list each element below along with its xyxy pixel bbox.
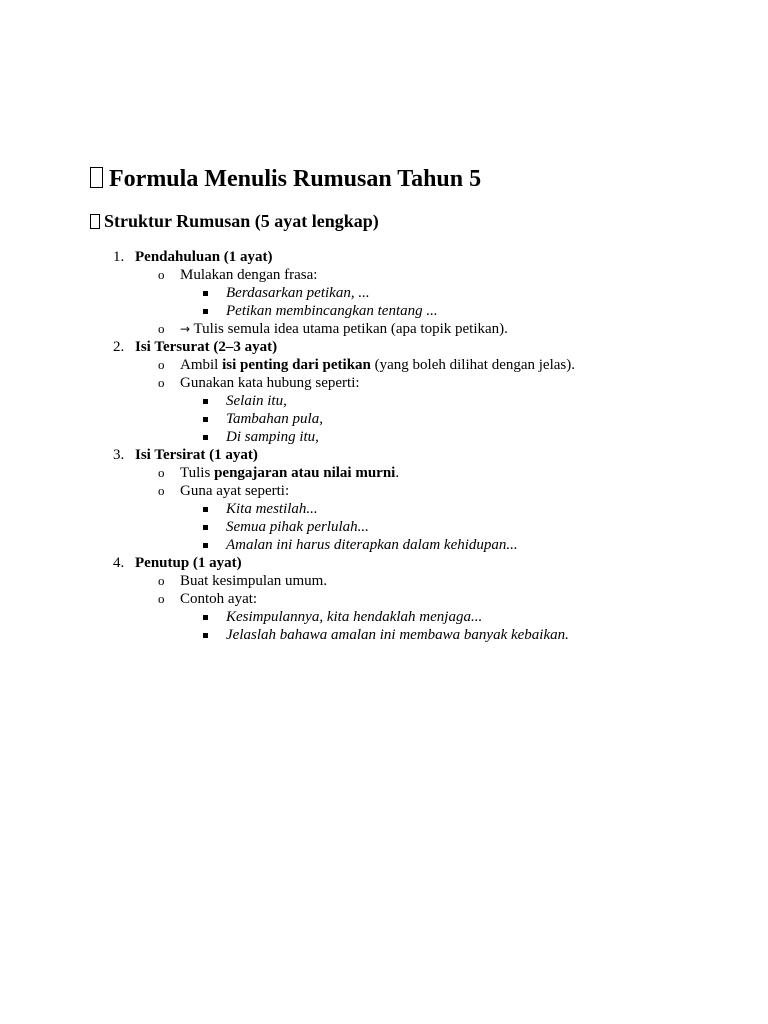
- square-bullet-icon: [203, 435, 208, 440]
- list-item: [0, 356, 768, 374]
- list-item-text: Guna ayat seperti:: [180, 483, 290, 499]
- arrow-right-icon: →: [180, 322, 191, 336]
- list-item-heading: Isi Tersirat (1 ayat): [135, 447, 258, 463]
- square-bullet-icon: [203, 633, 208, 638]
- circle-bullet: o: [158, 375, 165, 390]
- list-number: 2.: [113, 339, 125, 355]
- circle-bullet: o: [158, 267, 165, 282]
- list-number: 3.: [113, 447, 125, 463]
- list-item: [0, 374, 768, 392]
- example-phrase: Semua pihak perlulah...: [226, 519, 369, 535]
- missing-glyph-icon: [90, 167, 103, 188]
- circle-bullet: o: [158, 321, 165, 336]
- list-item-heading: Penutup (1 ayat): [135, 555, 242, 571]
- list-item-isi-tersurat: [0, 338, 768, 356]
- list-item-text: Mulakan dengan frasa:: [180, 267, 318, 283]
- list-item: [0, 572, 768, 590]
- list-item: [0, 590, 768, 608]
- list-item: [0, 482, 768, 500]
- list-number: 4.: [113, 555, 125, 571]
- square-bullet-icon: [203, 309, 208, 314]
- list-item-heading: Isi Tersurat (2–3 ayat): [135, 339, 278, 355]
- example-phrase: Kesimpulannya, kita hendaklah menjaga...: [226, 609, 483, 625]
- example-phrase: Petikan membincangkan tentang ...: [226, 303, 438, 319]
- square-bullet-icon: [203, 507, 208, 512]
- circle-bullet: o: [158, 573, 165, 588]
- list-item: [0, 284, 768, 302]
- list-item: [0, 464, 768, 482]
- example-phrase: Jelaslah bahawa amalan ini membawa banyak kebaikan.: [226, 627, 569, 643]
- list-item: [0, 392, 768, 410]
- example-phrase: Berdasarkan petikan, ...: [226, 285, 370, 301]
- section-heading: [90, 209, 379, 233]
- section-heading-text: Struktur Rumusan (5 ayat lengkap): [104, 211, 379, 231]
- circle-bullet: o: [158, 357, 165, 372]
- list-item-text: Buat kesimpulan umum.: [180, 573, 328, 589]
- square-bullet-icon: [203, 399, 208, 404]
- list-item-pendahuluan: [0, 248, 768, 266]
- list-item-text: → Tulis semula idea utama petikan (apa topik petikan).: [180, 321, 508, 337]
- circle-bullet: o: [158, 465, 165, 480]
- list-item-text: Gunakan kata hubung seperti:: [180, 375, 360, 391]
- document-title: [90, 164, 481, 194]
- circle-bullet: o: [158, 591, 165, 606]
- list-item-text: Tulis pengajaran atau nilai murni.: [180, 465, 400, 481]
- square-bullet-icon: [203, 291, 208, 296]
- list-item-text: Ambil isi penting dari petikan (yang boleh dilihat dengan jelas).: [180, 357, 575, 373]
- list-item: [0, 536, 768, 554]
- list-item: [0, 518, 768, 536]
- list-item: [0, 302, 768, 320]
- list-item-text: Contoh ayat:: [180, 591, 258, 607]
- structure-list: [0, 248, 768, 644]
- list-item-penutup: [0, 554, 768, 572]
- list-item: [0, 500, 768, 518]
- list-item: [0, 626, 768, 644]
- square-bullet-icon: [203, 525, 208, 530]
- list-item: [0, 428, 768, 446]
- list-item-isi-tersirat: [0, 446, 768, 464]
- list-item: [0, 320, 768, 338]
- list-item: [0, 266, 768, 284]
- example-phrase: Di samping itu,: [226, 429, 319, 445]
- example-phrase: Amalan ini harus diterapkan dalam kehidupan...: [226, 537, 518, 553]
- list-number: 1.: [113, 249, 125, 265]
- example-phrase: Kita mestilah...: [226, 501, 318, 517]
- emphasis-text: pengajaran atau nilai murni: [214, 465, 396, 481]
- circle-bullet: o: [158, 483, 165, 498]
- example-phrase: Tambahan pula,: [226, 411, 323, 427]
- list-item: [0, 410, 768, 428]
- square-bullet-icon: [203, 615, 208, 620]
- example-phrase: Selain itu,: [226, 393, 287, 409]
- emphasis-text: isi penting dari petikan: [222, 357, 371, 373]
- list-item-heading: Pendahuluan (1 ayat): [135, 249, 273, 265]
- missing-glyph-icon: [90, 214, 100, 229]
- square-bullet-icon: [203, 543, 208, 548]
- square-bullet-icon: [203, 417, 208, 422]
- list-item: [0, 608, 768, 626]
- document-title-text: Formula Menulis Rumusan Tahun 5: [109, 166, 482, 192]
